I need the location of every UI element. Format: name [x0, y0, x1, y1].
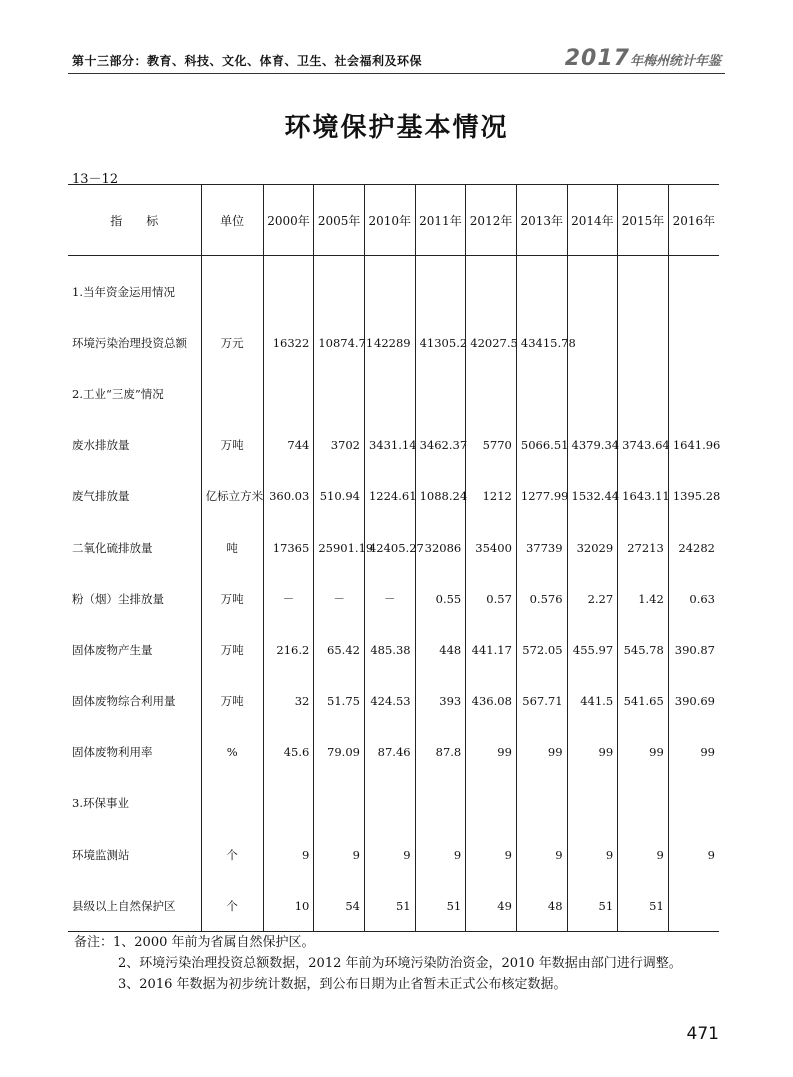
unit-cell: 吨	[201, 522, 263, 573]
value-cell	[364, 266, 415, 317]
value-cell: 1088.24	[415, 471, 466, 522]
value-cell: 0.55	[415, 573, 466, 624]
value-cell: 51	[364, 880, 415, 932]
table-row	[68, 317, 719, 368]
value-cell: 65.42	[314, 624, 365, 675]
value-cell: 42289	[364, 317, 415, 368]
value-cell: 0.57	[466, 573, 517, 624]
value-cell	[668, 778, 719, 829]
value-cell: 48	[516, 880, 567, 932]
value-cell	[516, 368, 567, 419]
value-cell	[668, 266, 719, 317]
header-year: 2012年	[466, 185, 517, 256]
value-cell: 99	[516, 727, 567, 778]
table-row	[68, 829, 719, 880]
value-cell	[466, 266, 517, 317]
yearbook-title	[565, 46, 721, 71]
value-cell: 0.576	[516, 573, 567, 624]
value-cell	[364, 368, 415, 419]
value-cell: 32029	[567, 522, 618, 573]
value-cell	[263, 266, 314, 317]
unit-cell: 万吨	[201, 420, 263, 471]
value-cell: 1224.61	[364, 471, 415, 522]
value-cell	[263, 778, 314, 829]
indicator-cell: 县级以上自然保护区	[68, 880, 201, 932]
value-cell: 35400	[466, 522, 517, 573]
note-3: 3、2016 年数据为初步统计数据，到公布日期为止省暂未正式公布核定数据。	[118, 977, 567, 992]
value-cell: 99	[567, 727, 618, 778]
value-cell	[668, 368, 719, 419]
table-row	[68, 676, 719, 727]
value-cell: 51	[415, 880, 466, 932]
value-cell: 51	[567, 880, 618, 932]
unit-cell	[201, 368, 263, 419]
yearbook-year: 2017	[564, 46, 630, 71]
indicator-cell: 固体废物利用率	[72, 745, 153, 760]
value-cell: 99	[668, 727, 719, 778]
page-number: 471	[686, 1024, 719, 1044]
value-cell: 25901.19	[314, 522, 365, 573]
unit-cell: %	[201, 727, 263, 778]
indicator-cell: 固体废物产生量	[72, 642, 153, 657]
value-cell: 744	[263, 420, 314, 471]
value-cell: 10874.71	[314, 317, 365, 368]
value-cell: 45.6	[263, 727, 314, 778]
value-cell: 216.2	[263, 624, 314, 675]
value-cell: 32086	[415, 522, 466, 573]
value-cell: 79.09	[314, 727, 365, 778]
value-cell: 572.05	[516, 624, 567, 675]
value-cell: 9	[466, 829, 517, 880]
value-cell	[314, 266, 365, 317]
value-cell	[263, 368, 314, 419]
indicator-cell: 1.当年资金运用情况	[72, 284, 175, 299]
value-cell: 32	[263, 676, 314, 727]
value-cell: 16322	[263, 317, 314, 368]
value-cell: 5066.51	[516, 420, 567, 471]
value-cell: 455.97	[567, 624, 618, 675]
value-cell: 2.27	[567, 573, 618, 624]
value-cell: 1277.99	[516, 471, 567, 522]
table-row	[68, 727, 719, 778]
value-cell: 1641.96	[668, 420, 719, 471]
value-cell: 51	[618, 880, 669, 932]
value-cell: 17365	[263, 522, 314, 573]
page-title: 环境保护基本情况	[284, 113, 509, 143]
unit-cell: 万吨	[201, 624, 263, 675]
value-cell: 42027.5	[466, 317, 517, 368]
value-cell	[466, 778, 517, 829]
table-body	[68, 256, 719, 932]
indicator-cell: 废气排放量	[72, 489, 130, 504]
header-rule	[68, 73, 725, 74]
indicator-cell: 废水排放量	[72, 438, 130, 453]
value-cell: 390.87	[668, 624, 719, 675]
value-cell	[668, 880, 719, 932]
yearbook-name: 年梅州统计年鉴	[629, 54, 721, 69]
indicator-cell: 粉（烟）尘排放量	[72, 591, 164, 606]
indicator-cell: 环境污染治理投资总额	[72, 335, 187, 350]
header-year: 2005年	[314, 185, 365, 256]
value-cell: 1.42	[618, 573, 669, 624]
value-cell: 448	[415, 624, 466, 675]
value-cell: 41305.2	[415, 317, 466, 368]
header-year: 2014年	[567, 185, 618, 256]
header-year: 2010年	[364, 185, 415, 256]
indicator-cell: 环境监测站	[72, 847, 130, 862]
value-cell	[415, 266, 466, 317]
table-header-row	[68, 185, 719, 256]
indicator-cell: 2.工业“三废”情况	[72, 386, 164, 401]
table-row	[68, 880, 719, 932]
value-cell: 9	[567, 829, 618, 880]
value-cell	[567, 266, 618, 317]
table-row	[68, 778, 719, 829]
value-cell	[618, 368, 669, 419]
table-row	[68, 573, 719, 624]
value-cell: 424.53	[364, 676, 415, 727]
unit-cell	[201, 778, 263, 829]
value-cell: 567.71	[516, 676, 567, 727]
value-cell: 541.65	[618, 676, 669, 727]
table-row	[68, 624, 719, 675]
value-cell	[314, 368, 365, 419]
value-cell	[364, 778, 415, 829]
value-cell	[618, 266, 669, 317]
value-cell: 441.17	[466, 624, 517, 675]
value-cell: 9	[314, 829, 365, 880]
value-cell: 1212	[466, 471, 517, 522]
value-cell: 545.78	[618, 624, 669, 675]
value-cell: 1395.28	[668, 471, 719, 522]
header-year: 2013年	[516, 185, 567, 256]
value-cell: 3743.64	[618, 420, 669, 471]
value-cell: 9	[516, 829, 567, 880]
table-row	[68, 420, 719, 471]
value-cell: 510.94	[314, 471, 365, 522]
value-cell: 99	[618, 727, 669, 778]
value-cell: 441.5	[567, 676, 618, 727]
value-cell: －	[364, 573, 415, 624]
value-cell: 0.63	[668, 573, 719, 624]
value-cell: 390.69	[668, 676, 719, 727]
value-cell	[415, 778, 466, 829]
value-cell: 43415.78	[516, 317, 567, 368]
value-cell: 9	[364, 829, 415, 880]
header-year: 2000年	[263, 185, 314, 256]
indicator-cell: 固体废物综合利用量	[72, 694, 176, 709]
value-cell: 9	[618, 829, 669, 880]
value-cell: 3431.14	[364, 420, 415, 471]
unit-cell: 万元	[201, 317, 263, 368]
unit-cell: 个	[201, 880, 263, 932]
note-2: 2、环境污染治理投资总额数据，2012 年前为环境污染防治资金，2010 年数据由部门进行调整。	[118, 956, 682, 971]
value-cell: 87.46	[364, 727, 415, 778]
unit-cell: 万吨	[201, 573, 263, 624]
value-cell: 5770	[466, 420, 517, 471]
value-cell: 9	[415, 829, 466, 880]
unit-cell: 亿标立方米	[201, 471, 263, 522]
indicator-cell: 3.环保事业	[72, 796, 129, 811]
table-number: 13－12	[72, 172, 119, 187]
value-cell: 10	[263, 880, 314, 932]
value-cell	[516, 778, 567, 829]
environment-table	[68, 184, 719, 932]
value-cell: 3702	[314, 420, 365, 471]
value-cell: 1643.11	[618, 471, 669, 522]
header-unit: 单位	[201, 185, 263, 256]
notes	[74, 932, 682, 995]
value-cell: 393	[415, 676, 466, 727]
unit-cell	[201, 266, 263, 317]
header-year: 2016年	[668, 185, 719, 256]
value-cell	[618, 317, 669, 368]
value-cell: 51.75	[314, 676, 365, 727]
value-cell: 49	[466, 880, 517, 932]
value-cell	[314, 778, 365, 829]
unit-cell: 万吨	[201, 676, 263, 727]
note-1: 备注：1、2000 年前为省属自然保护区。	[74, 935, 315, 950]
value-cell: 3462.37	[415, 420, 466, 471]
value-cell	[668, 317, 719, 368]
table-row	[68, 266, 719, 317]
header-year: 2015年	[618, 185, 669, 256]
value-cell: 1532.44	[567, 471, 618, 522]
unit-cell: 个	[201, 829, 263, 880]
table-row	[68, 368, 719, 419]
value-cell	[618, 778, 669, 829]
value-cell	[567, 778, 618, 829]
value-cell	[466, 368, 517, 419]
value-cell: 360.03	[263, 471, 314, 522]
indicator-cell: 二氧化硫排放量	[72, 540, 153, 555]
section-header: 第十三部分：教育、科技、文化、体育、卫生、社会福利及环保	[72, 54, 423, 68]
table-row	[68, 522, 719, 573]
value-cell: 9	[668, 829, 719, 880]
header-year: 2011年	[415, 185, 466, 256]
value-cell	[415, 368, 466, 419]
value-cell: 4379.34	[567, 420, 618, 471]
value-cell: 99	[466, 727, 517, 778]
table-row	[68, 471, 719, 522]
value-cell: －	[263, 573, 314, 624]
value-cell: 9	[263, 829, 314, 880]
value-cell: 436.08	[466, 676, 517, 727]
value-cell: 27213	[618, 522, 669, 573]
value-cell: 54	[314, 880, 365, 932]
value-cell: 42405.27	[364, 522, 415, 573]
value-cell: －	[314, 573, 365, 624]
value-cell	[567, 368, 618, 419]
spacer-row	[68, 256, 719, 267]
value-cell: 87.8	[415, 727, 466, 778]
value-cell	[516, 266, 567, 317]
value-cell: 37739	[516, 522, 567, 573]
value-cell: 485.38	[364, 624, 415, 675]
header-indicator: 指 标	[68, 185, 201, 256]
value-cell: 24282	[668, 522, 719, 573]
